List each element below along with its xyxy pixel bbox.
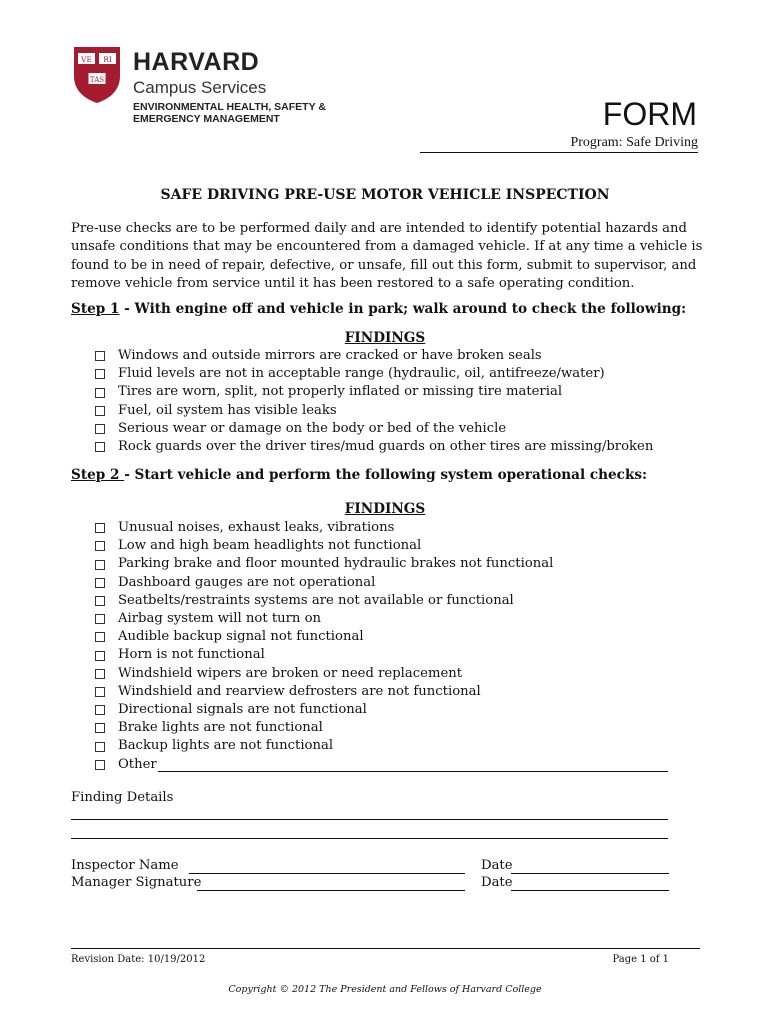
checklist-item-label: Tires are worn, split, not properly inflated or missing tire material — [118, 384, 563, 400]
manager-date-label: Date — [481, 875, 513, 890]
checklist-item — [95, 683, 668, 701]
checklist-item — [95, 402, 653, 420]
step1-label: Step 1 — [71, 301, 120, 317]
checklist-item — [95, 628, 668, 646]
step1-heading — [71, 301, 686, 317]
checklist-item-label: Unusual noises, exhaust leaks, vibrations — [118, 520, 395, 535]
checkbox[interactable] — [95, 632, 105, 642]
checkbox[interactable] — [95, 560, 105, 570]
logo-dept-line1: ENVIRONMENTAL HEALTH, SAFETY & — [133, 101, 326, 113]
logo-subtitle: Campus Services — [133, 78, 267, 97]
checkbox[interactable] — [95, 388, 105, 398]
inspector-name-field[interactable] — [189, 858, 465, 874]
checklist-item — [95, 420, 653, 438]
checklist-item-label: Low and high beam headlights not functional — [118, 538, 422, 554]
step1-text: - With engine off and vehicle in park; walk around to check the following: — [119, 301, 687, 317]
shield-letters-ve: VE — [81, 54, 92, 64]
intro-paragraph: Pre-use checks are to be performed daily and are intended to identify potential hazards and unsafe conditions that may be encountered from a damaged vehicle. If at any time a vehicle is found to be in need of repair, defective, or unsafe, fill out this form, submit to supervisor, and remove vehicle from service until it has been restored to a safe operating condition. — [71, 221, 703, 292]
checklist-item-label: Seatbelts/restraints systems are not available or functional — [118, 592, 514, 608]
checklist-item-label: Brake lights are not functional — [118, 720, 323, 736]
checklist-item-label: Windows and outside mirrors are cracked or have broken seals — [118, 348, 542, 363]
inspector-name-label: Inspector Name — [71, 858, 179, 873]
checkbox[interactable] — [95, 614, 105, 624]
checklist-item-label: Fuel, oil system has visible leaks — [118, 402, 337, 418]
checklist-item-label: Parking brake and floor mounted hydraulic brakes not functional — [118, 556, 554, 572]
step2-heading — [71, 467, 647, 483]
checklist-item-label: Horn is not functional — [118, 647, 265, 663]
checkbox[interactable] — [95, 541, 105, 551]
checklist-item-label: Directional signals are not functional — [118, 702, 367, 718]
step2-label: Step 2 — [71, 467, 125, 483]
finding-details-line-1[interactable] — [71, 805, 668, 820]
revision-date: Revision Date: 10/19/2012 — [71, 954, 206, 965]
checklist-item — [95, 665, 668, 683]
finding-details-line-2[interactable] — [71, 824, 668, 839]
footer-rule — [71, 948, 700, 949]
manager-signature-field[interactable] — [197, 875, 465, 891]
checklist-item — [95, 737, 668, 755]
checkbox[interactable] — [95, 523, 105, 533]
checklist-item-label: Windshield and rearview defrosters are not functional — [118, 683, 481, 699]
checkbox[interactable] — [95, 723, 105, 733]
checkbox[interactable] — [95, 578, 105, 588]
harvard-shield-logo — [73, 46, 121, 104]
checkbox[interactable] — [95, 596, 105, 606]
step1-findings-heading: FINDINGS — [344, 330, 426, 346]
program-label: Program: Safe Driving — [420, 135, 698, 153]
checkbox[interactable] — [95, 760, 105, 770]
other-input-line[interactable] — [158, 758, 668, 772]
checklist-item-label: Rock guards over the driver tires/mud guards on other tires are missing/broken — [118, 439, 654, 455]
other-label: Other — [118, 756, 157, 772]
checklist-item-label: Fluid levels are not in acceptable range (hydraulic, oil, antifreeze/water) — [118, 366, 605, 382]
checklist-item — [95, 555, 668, 573]
page-number: Page 1 of 1 — [612, 954, 669, 965]
checkbox[interactable] — [95, 351, 105, 361]
logo-dept-line2: EMERGENCY MANAGEMENT — [133, 113, 280, 125]
checkbox[interactable] — [95, 369, 105, 379]
checklist-item-label: Audible backup signal not functional — [118, 629, 364, 645]
checklist-item — [95, 610, 668, 628]
checklist-item — [95, 719, 668, 737]
checkbox[interactable] — [95, 687, 105, 697]
checklist-item-other — [95, 756, 668, 774]
checkbox[interactable] — [95, 705, 105, 715]
checklist-item — [95, 347, 653, 365]
checklist-item-label: Windshield wipers are broken or need replacement — [118, 665, 463, 681]
step2-findings-heading: FINDINGS — [344, 501, 426, 517]
checklist-item — [95, 438, 653, 456]
checklist-item-label: Serious wear or damage on the body or bed of the vehicle — [118, 420, 507, 436]
checklist-item — [95, 365, 653, 383]
shield-letters-ri: RI — [103, 54, 112, 64]
checklist-item — [95, 574, 668, 592]
checklist-item-label: Dashboard gauges are not operational — [118, 574, 376, 590]
checklist-item-label: Backup lights are not functional — [118, 738, 334, 754]
checklist-item-label: Airbag system will not turn on — [118, 611, 322, 627]
form-label: FORM — [602, 96, 697, 132]
checkbox[interactable] — [95, 424, 105, 434]
checkbox[interactable] — [95, 442, 105, 452]
checklist-item — [95, 537, 668, 555]
checkbox[interactable] — [95, 651, 105, 661]
step1-checklist — [95, 347, 653, 456]
inspector-date-label: Date — [481, 858, 513, 873]
checklist-item — [95, 646, 668, 664]
copyright: Copyright © 2012 The President and Fellows of Harvard College — [228, 984, 542, 995]
checklist-item — [95, 383, 653, 401]
checklist-item — [95, 519, 668, 537]
finding-details-label: Finding Details — [71, 790, 174, 805]
checklist-item — [95, 592, 668, 610]
logo-title: HARVARD — [133, 48, 260, 76]
manager-date-field[interactable] — [511, 875, 669, 891]
checkbox[interactable] — [95, 669, 105, 679]
step2-checklist — [95, 519, 668, 774]
checklist-item — [95, 701, 668, 719]
document-title: SAFE DRIVING PRE-USE MOTOR VEHICLE INSPECTION — [160, 187, 610, 203]
manager-signature-label: Manager Signature — [71, 875, 202, 890]
shield-letters-tas: TAS — [89, 75, 105, 84]
checkbox[interactable] — [95, 742, 105, 752]
inspector-date-field[interactable] — [511, 858, 669, 874]
checkbox[interactable] — [95, 406, 105, 416]
logo-department — [133, 101, 333, 125]
step2-text: - Start vehicle and perform the following system operational checks: — [124, 467, 648, 483]
